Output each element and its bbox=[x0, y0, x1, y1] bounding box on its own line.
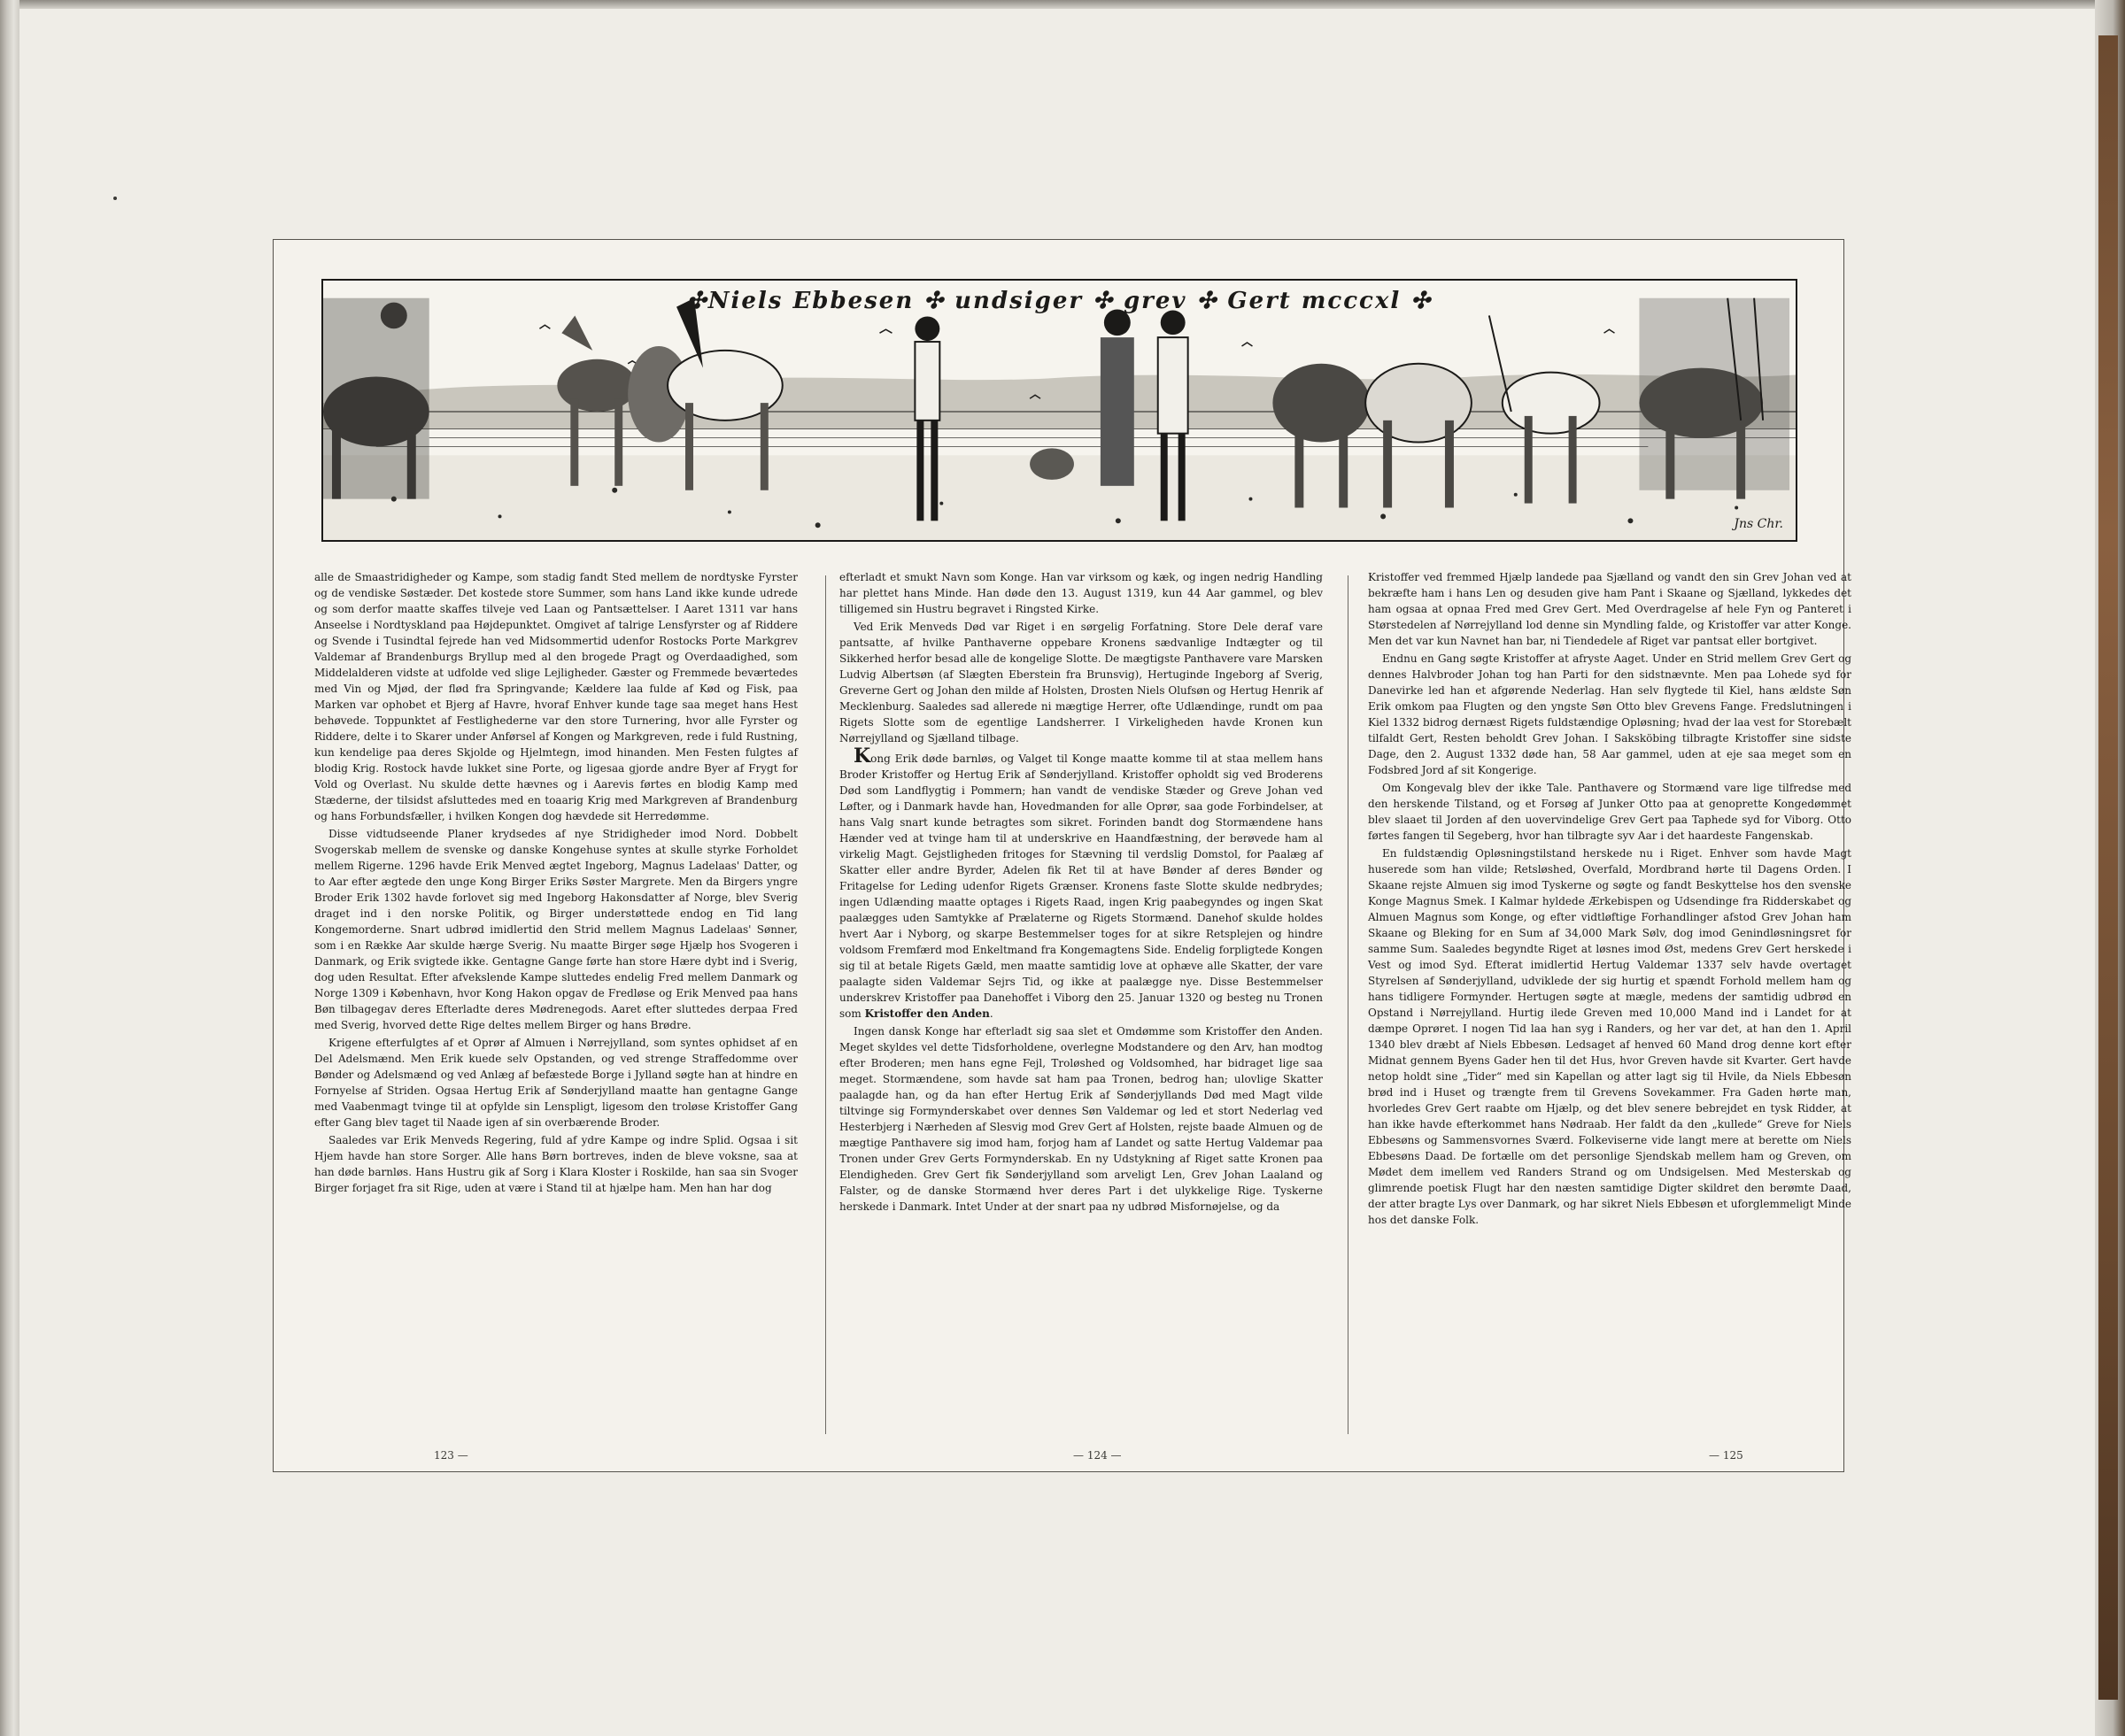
text-column-2 bbox=[839, 569, 1323, 1216]
binding-strip bbox=[2098, 35, 2118, 1700]
column-divider bbox=[825, 575, 826, 1434]
book-spine-edge bbox=[2095, 0, 2125, 1736]
paragraph: Endnu en Gang søgte Kristoffer at afryste Aaget. Under en Strid mellem Grev Gert og dennes Halvbroder Johan tog han Parti for den sidstnævnte. Men paa Lohede syd for Danevirke led han et afgørende Nederlag. Han selv flygtede til Kiel, hans ældste Søn Erik omkom paa Flugten og den yngste Søn Otto blev Grevens Fange. Fredslutningen i Kiel 1332 bidrog dernæst Rigets fuldstændige Opløsning; hvad der laa vest for Storebælt tilfaldt Gert, Resten beholdt Grev Johan. I Saksköbing tilbragte Kristoffer sine sidste Dage, den 2. August 1332 døde han, 58 Aar gammel, uden at eje saa meget som en Fodsbred Jord af sit Kongerige. bbox=[1368, 652, 1851, 776]
paragraph: Ved Erik Menveds Død var Riget i en sørgelig Forfatning. Store Dele deraf vare pantsatte, af hvilke Panthaverne oppebare Kronens sædvanlige Indtægter og til Sikkerhed herfor besad alle de kongelige Slotte. De mægtigste Panthavere vare Marsken Ludvig Albertsøn (af Slægten Eberstein fra Brunsvig), Hertuginde Ingeborg af Sverig, Greverne Gert og Johan den milde af Holsten, Drosten Niels Olufsøn og Hertug Henrik af Mecklenburg. Saaledes sad allerede ni mægtige Herrer, ofte Udlændinge, rundt om paa Rigets Slotte som de egentlige Landsherrer. I Virkeligheden havde Kronen kun Nørrejylland og Sjælland tilbage. bbox=[839, 621, 1323, 745]
text-column-1 bbox=[314, 569, 798, 1198]
speck-mark bbox=[113, 197, 117, 200]
paragraph: En fuldstændig Opløsningstilstand herskede nu i Riget. Enhver som havde Magt huserede som han vilde; Retsløshed, Overfald, Mordbrand hørte til Dagens Orden. I Skaane rejste Almuen sig imod Tyskerne og søgte og fandt Beskyttelse hos den svenske Konge Magnus Smek. I Kalmar hyldede Ærkebispen og Udsendinge fra Ridderskabet og Almuen Magnus som Konge, og efter vidtløftige Forhandlinger afstod Grev Johan ham Skaane og Bleking for en Sum af 34,000 Mark Sølv, dog imod Genindløsningsret for samme Sum. Saaledes begyndte Riget at løsnes imod Øst, medens Grev Gert herskede i Vest og imod Syd. Efterat imidlertid Hertug Valdemar 1337 selv havde overtaget Styrelsen af Sønderjylland, udviklede der sig hurtig et spændt Forhold mellem ham og hans tidligere Formynder. Hertugen søgte at mægle, medens der samtidig udbrød en Opstand i Nørrejylland. Hurtig ilede Greven med 10,000 Mand ind i Landet for at dæmpe Oprøret. I nogen Tid laa han syg i Randers, og her var det, at han den 1. April 1340 blev dræbt af Niels Ebbesøn. Ledsaget af henved 60 Mand drog denne kort efter Midnat gennem Byens Gader hen til det Hus, hvor Greven havde sit Kvarter. Gert havde netop holdt sine „Tider“ med sin Kapellan og atter lagt sig til Hvile, da Niels Ebbesøn brød ind i Huset og trængte frem til Grevens Sovekammer. Fra Gaden hørte man, hvorledes Grev Gert raabte om Hjælp, og det blev senere bebrejdet en tysk Ridder, at han ikke havde efterkommet hans Nødraab. Her faldt da den „kullede“ Greve for Niels Ebbesøns og Sammensvornes Sværd. Folkeviserne vide langt mere at berette om Niels Ebbesøns Daad. De fortælle om det personlige Sjendskab mellem ham og Greven, om Mødet dem imellem ved Randers Strand og om Undsigelsen. Med Mesterskab og glimrende poetisk Flugt har den næsten samtidige Digter skildret den berømte Daad, der atter bragte Lys over Danmark, og har sikret Niels Ebbesøn et uforglemmeligt Minde hos det danske Folk. bbox=[1368, 847, 1851, 1226]
paragraph: Saaledes var Erik Menveds Regering, fuld af ydre Kampe og indre Splid. Ogsaa i sit Hjem havde han store Sorger. Alle hans Børn bortreves, inden de bleve voksne, saa at han døde barnløs. Hans Hustru gik af Sorg i Klara Kloster i Roskilde, han saa sin Svoger Birger forjaget fra sit Rige, uden at være i Stand til at hjælpe ham. Men han har dog bbox=[314, 1134, 798, 1194]
page-number-right: — 125 bbox=[1709, 1449, 1743, 1462]
paragraph: efterladt et smukt Navn som Konge. Han var virksom og kæk, og ingen nedrig Handling har plettet hans Minde. Han døde den 13. August 1319, kun 44 Aar gammel, og blev tilligemed sin Hustru begravet i Ringsted Kirke. bbox=[839, 571, 1323, 615]
paragraph: Ingen dansk Konge har efterladt sig saa slet et Omdømme som Kristoffer den Anden. Meget skyldes vel dette Tidsforholdene, overlegne Modstandere og den Arv, han modtog efter Broderen; men hans egne Fejl, Troløshed og Voldsomhed, har bidraget lige saa meget. Stormændene, som havde sat ham paa Tronen, bedrog han; ulovlige Skatter paalagde han, og da han efter Hertug Erik af Sønderjyllands Død med Magt vilde tiltvinge sig Formynderskabet over dennes Søn Valdemar og led et stort Nederlag ved Hesterbjerg i Nærheden af Slesvig mod Grev Gert af Holsten, rejste baade Almuen og de mægtige Panthavere sig imod ham, forjog ham af Landet og satte Hertug Valdemar paa Tronen under Grev Gerts Formynderskab. En ny Udstykning af Riget satte Kronen paa Elendigheden. Grev Gert fik Sønderjylland som arveligt Len, Grev Johan Laaland og Falster, og de danske Stormænd hver deres Part i det ulykkelige Rige. Tyskerne herskede i Danmark. Intet Under at der snart paa ny udbrød Misfornøjelse, og da bbox=[839, 1025, 1323, 1213]
frieze-banner: ✣Niels Ebbesen ✣ undsiger ✣ grev ✣ Gert mcccxl ✣ bbox=[686, 288, 1433, 314]
paragraph: Disse vidtudseende Planer krydsedes af nye Stridigheder imod Nord. Dobbelt Svogerskab mellem de svenske og danske Kongehuse syntes at skulle styrke Forholdet mellem Rigerne. 1296 havde Erik Menved ægtet Ingeborg, Magnus Ladelaas' Datter, og to Aar efter ægtede den unge Kong Birger Eriks Søster Margrete. Men da Birgers yngre Broder Erik 1302 havde forlovet sig med Ingeborg Hakonsdatter af Norge, blev Sverig draget ind i den norske Politik, og Birger understøttede endog en Tid lang Kongemorderne. Snart udbrød imidlertid den Strid mellem Magnus Ladelaas' Sønner, som i en Række Aar skulde hærge Sverig. Nu maatte Birger søge Hjælp hos Svogeren i Danmark, og Erik svigtede ikke. Gentagne Gange førte han store Hære dybt ind i Sverig, dog uden Resultat. Efter afvekslende Kampe sluttedes endelig Fred mellem Danmark og Norge 1309 i København, hvor Kong Hakon opgav de Fredløse og Erik Menved paa hans Bøn tilbagegav deres Efterladte deres Mødrenegods. Aaret efter sluttedes derpaa Fred med Sverig, hvorved dette Rige deltes mellem Birger og hans Brødre. bbox=[314, 828, 798, 1031]
paragraph: Kong Erik døde barnløs, og Valget til Konge maatte komme til at staa mellem hans Broder Kristoffer og Hertug Erik af Sønderjylland. Kristoffer opholdt sig ved Broderens Død som Landflygtig i Pommern; han vandt de vendiske Stæder og Greve Johan ved Løfter, og i Danmark havde han, Hovedmanden for alle Oprør, saa gode Forbindelser, at hans Valg snart kunde betragtes som sikret. Forinden bandt dog Stormændene hans Hænder ved at tvinge ham til at underskrive en Haandfæstning, der berøvede ham al virkelig Magt. Gejstligheden fritoges for Stævning til verdslig Domstol, for Paalæg af Skatter eller andre Byrder, Adelen fik Ret til at have Bønder af deres Bønder og Fritagelse for Leding udenfor Rigets Grænser. Kronens faste Slotte skulde nedbrydes; ingen Udlænding maatte optages i Rigets Raad, ingen Krig paabegyndes og ingen Skat paalægges uden Samtykke af Prælaterne og Rigets Stormænd. Danehof skulde holdes hvert Aar i Nyborg, og skarpe Bestemmelser toges for at sikre Retsplejen og hindre voldsom Fremfærd mod Enkeltmand fra Kongemagtens Side. Endelig forpligtede Kongen sig til at betale Rigets Gæld, men maatte samtidig love at ophæve alle Skatter, der vare paalagte siden Valdemar Sejrs Tid, og ikke at paalægge nye. Disse Bestemmelser underskrev Kristoffer paa Danehoffet i Viborg den 25. Januar 1320 og besteg nu Tronen som Kristoffer den Anden. bbox=[839, 745, 1323, 1020]
page-number-left: 123 — bbox=[434, 1449, 468, 1462]
paragraph: Krigene efterfulgtes af et Oprør af Almuen i Nørrejylland, som syntes ophidset af en Del Adelsmænd. Men Erik kuede selv Opstanden, og ved strenge Straffedomme over Bønder og Adelsmænd og ved Anlæg af befæstede Borge i Jylland søgte han at hindre en Fornyelse af Striden. Ogsaa Hertug Erik af Sønderjylland maatte han gentagne Gange med Vaabenmagt tvinge til at opfylde sin Lenspligt, ligesom den troløse Kristoffer Gang efter Gang blev taget til Naade igen af sin overbærende Broder. bbox=[314, 1037, 798, 1129]
bold-phrase: Kristoffer den Anden bbox=[864, 1007, 990, 1020]
page-top-edge bbox=[0, 0, 2125, 9]
paragraph: alle de Smaastridigheder og Kampe, som stadig fandt Sted mellem de nordtyske Fyrster og de vendiske Søstæder. Det kostede store Summer, som hans Land ikke kunde udrede og som derfor maatte skaffes tilveje ved Laan og Pantsættelser. I Aaret 1311 var hans Anseelse i Nordtyskland paa Højdepunktet. Omgivet af talrige Lensfyrster og af Riddere og Svende i Tusindtal fejrede han ved Midsommertid udenfor Rostocks Porte Markgrev Valdemar af Brandenburgs Bryllup med al den brogede Pragt og Overdaadighed, som Middelalderen vidste at udfolde ved slige Lejligheder. Gæster og Fremmede beværtedes med Vin og Mjød, der flød fra Springvande; Kældere laa fulde af Kød og Fisk, paa Marken var ophobet et Bjerg af Havre, hvoraf Enhver kunde tage saa meget hans Hest behøvede. Toppunktet af Festlighederne var den store Turnering, hvor alle Fyrster og Riddere, delte i to Skarer under Anførsel af Kongen og Markgreven, rede i fuld Rustning, kun kendelige paa deres Skjolde og Hjelmtegn, imod hinanden. Men Festen fulgtes af blodig Krig. Rostock havde lukket sine Porte, og ligesaa gjorde andre Byer af Frygt for Vold og Overlast. Nu skulde dette hævnes og i Aarevis førtes en blodig Kamp med Stæderne, der tilsidst afsluttedes med en toaarig Krig med Markgreven af Brandenburg og hans Forbundsfæller, i hvilken Kongen dog hævdede sit Herredømme. bbox=[314, 571, 798, 822]
text-column-3 bbox=[1368, 569, 1851, 1230]
artist-signature: Jns Chr. bbox=[1734, 517, 1783, 531]
page-number-center: — 124 — bbox=[1073, 1449, 1122, 1462]
drop-cap: K bbox=[854, 745, 871, 768]
page-stack-left bbox=[0, 0, 19, 1736]
illustration-frieze bbox=[321, 279, 1797, 542]
paragraph: Om Kongevalg blev der ikke Tale. Panthavere og Stormænd vare lige tilfredse med den herskende Tilstand, og et Forsøg af Junker Otto paa at genoprette Kongedømmet blev slaaet til Jorden af den uovervindelige Grev Gert paa Taphede syd for Viborg. Otto førtes fangen til Segeberg, hvor han tilbragte syv Aar i det haardeste Fangenskab. bbox=[1368, 782, 1851, 842]
paragraph: Kristoffer ved fremmed Hjælp landede paa Sjælland og vandt den sin Grev Johan ved at bekræfte ham i hans Len og desuden give ham Pant i Skaane og Sjælland, lykkedes det ham ogsaa at opnaa Fred med Grev Gert. Med Overdragelse af hele Fyn og Panteret i Størstedelen af Nørrejylland lod denne sin Myndling falde, og Kristoffer var atter Konge. Men det var kun Navnet han bar, ni Tiendedele af Riget var pantsat eller bortgivet. bbox=[1368, 571, 1851, 647]
